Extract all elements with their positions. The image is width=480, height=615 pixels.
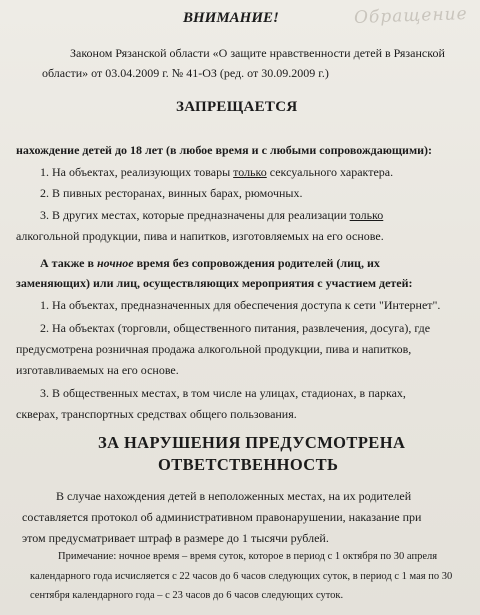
item-text: сексуального характера. bbox=[266, 165, 394, 179]
section2-item-2-cont: изготавливаемых на его основе. bbox=[16, 363, 179, 377]
item-text: 3. В других местах, которые предназначены для реализации bbox=[40, 208, 350, 222]
section2-item-1: 1. На объектах, предназначенных для обеспечения доступа к сети "Интернет". bbox=[40, 298, 441, 312]
section1-lead: нахождение детей до 18 лет (в любое время и с любыми сопровождающими): bbox=[16, 143, 433, 157]
section1-item-3 bbox=[40, 208, 460, 222]
lead-text: А также в bbox=[40, 256, 97, 270]
night-word: ночное bbox=[96, 256, 134, 270]
section2-lead-cont: заменяющих) или лиц, осуществляющих мероприятия с участием детей: bbox=[16, 276, 413, 290]
law-line-1: Законом Рязанской области «О защите нравственности детей в Рязанской bbox=[70, 46, 445, 60]
responsibility-heading: ЗА НАРУШЕНИЯ ПРЕДУСМОТРЕНА bbox=[98, 433, 406, 452]
section2-item-3-cont: скверах, транспортных средствах общего пользования. bbox=[16, 407, 297, 421]
note-line-3: сентября календарного года – с 23 часов до 6 часов следующих суток. bbox=[30, 590, 344, 601]
faded-handwriting: Обращение bbox=[354, 4, 469, 28]
section1-item-3-cont: алкогольной продукции, пива и напитков, изготовляемых на его основе. bbox=[16, 229, 384, 243]
underlined-word: только bbox=[349, 208, 384, 222]
responsibility-para-cont: составляется протокол об административном правонарушении, наказание при bbox=[22, 510, 422, 524]
page-title: ВНИМАНИЕ! bbox=[183, 10, 279, 26]
note-line-2: календарного года исчисляется с 22 часов до 6 часов следующих суток, в период с 1 мая по 30 bbox=[30, 571, 453, 582]
note-line-1: Примечание: ночное время – время суток, которое в период с 1 октября по 30 апреля bbox=[58, 551, 438, 562]
responsibility-para: В случае нахождения детей в неположенных местах, на их родителей bbox=[56, 489, 412, 503]
section2-item-3: 3. В общественных местах, в том числе на улицах, стадионах, в парках, bbox=[40, 386, 406, 400]
section2-item-2: 2. На объектах (торговли, общественного питания, развлечения, досуга), где bbox=[40, 321, 431, 335]
responsibility-para-cont: этом предусматривает штраф в размере до 1 тысячи рублей. bbox=[22, 531, 329, 545]
lead-text: время без сопровождения родителей (лиц, их bbox=[133, 256, 380, 270]
heading-forbidden: ЗАПРЕЩАЕТСЯ bbox=[176, 99, 298, 115]
section1-item-2: 2. В пивных ресторанах, винных барах, рюмочных. bbox=[40, 186, 303, 200]
item-text: 1. На объектах, реализующих товары bbox=[40, 165, 234, 179]
responsibility-heading-cont: ОТВЕТСТВЕННОСТЬ bbox=[158, 455, 339, 474]
section1-item-1 bbox=[40, 165, 393, 179]
law-line-2: области» от 03.04.2009 г. № 41-ОЗ (ред. от 30.09.2009 г.) bbox=[42, 66, 329, 80]
section2-item-2-cont: предусмотрена розничная продажа алкогольной продукции, пива и напитков, bbox=[16, 342, 412, 356]
underlined-word: только bbox=[233, 165, 267, 179]
section2-lead bbox=[40, 256, 380, 270]
